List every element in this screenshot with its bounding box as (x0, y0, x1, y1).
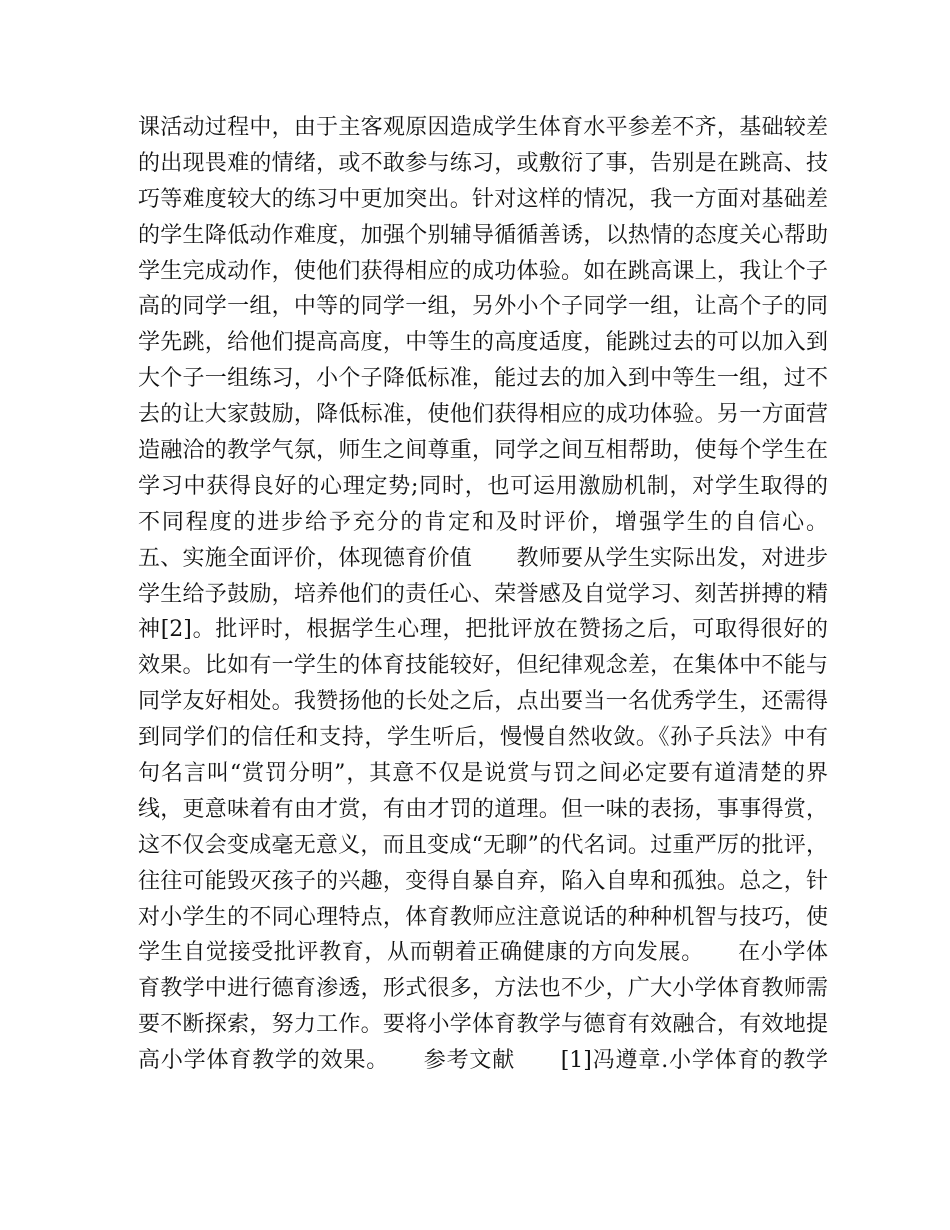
text-line: 的学生降低动作难度，加强个别辅导循循善诱，以热情的态度关心帮助 (138, 222, 828, 248)
text-line: 去的让大家鼓励，降低标准，使他们获得相应的成功体验。另一方面营 (138, 402, 828, 428)
text-line: 效果。比如有一学生的体育技能较好，但纪律观念差，在集体中不能与 (138, 653, 828, 679)
text-line: 造融洽的教学气氛，师生之间尊重，同学之间互相帮助，使每个学生在 (138, 438, 828, 464)
section-heading-line: 五、实施全面评价，体现德育价值 教师要从学生实际出发，对进步 (138, 545, 828, 571)
text-line: 学先跳，给他们提高高度，中等生的高度适度，能跳过去的可以加入到 (138, 330, 828, 356)
text-line: 对小学生的不同心理特点，体育教师应注意说话的种种机智与技巧，使 (138, 904, 828, 930)
text-line: 学生完成动作，使他们获得相应的成功体验。如在跳高课上，我让个子 (138, 258, 828, 284)
text-line: 学习中获得良好的心理定势;同时，也可运用激励机制，对学生取得的 (138, 473, 828, 499)
text-line: 往往可能毁灭孩子的兴趣，变得自暴自弃，陷入自卑和孤独。总之，针 (138, 868, 828, 894)
text-line: 的出现畏难的情绪，或不敢参与练习，或敷衍了事，告别是在跳高、技 (138, 150, 828, 176)
text-line: 学生自觉接受批评教育，从而朝着正确健康的方向发展。 在小学体 (138, 940, 828, 966)
text-line: 到同学们的信任和支持，学生听后，慢慢自然收敛。《孙子兵法》中有 (138, 725, 828, 751)
text-line: 学生给予鼓励，培养他们的责任心、荣誉感及自觉学习、刻苦拼搏的精 (138, 581, 828, 607)
text-line: 线，更意味着有由才赏，有由才罚的道理。但一味的表扬，事事得赏， (138, 796, 828, 822)
text-line: 育教学中进行德育渗透，形式很多，方法也不少，广大小学体育教师需 (138, 976, 828, 1002)
text-line: 大个子一组练习，小个子降低标准，能过去的加入到中等生一组，过不 (138, 366, 828, 392)
text-line: 巧等难度较大的练习中更加突出。针对这样的情况，我一方面对基础差 (138, 186, 828, 212)
body-text (138, 110, 828, 1079)
text-line: 课活动过程中，由于主客观原因造成学生体育水平参差不齐，基础较差 (138, 115, 828, 140)
text-line: 同学友好相处。我赞扬他的长处之后，点出要当一名优秀学生，还需得 (138, 689, 828, 715)
text-line: 高的同学一组，中等的同学一组，另外小个子同学一组，让高个子的同 (138, 294, 828, 320)
text-line: 要不断探索，努力工作。要将小学体育教学与德育有效融合，有效地提 (138, 1012, 828, 1038)
references-line: 高小学体育教学的效果。 参考文献 [1]冯遵章.小学体育的教学 (138, 1048, 828, 1074)
text-line: 句名言叫“赏罚分明”，其意不仅是说赏与罚之间必定要有道清楚的界 (138, 761, 828, 787)
text-line: 这不仅会变成毫无意义，而且变成“无聊”的代名词。过重严厉的批评， (138, 832, 828, 858)
text-line: 不同程度的进步给予充分的肯定和及时评价，增强学生的自信心。 (138, 509, 828, 535)
text-line: 神[2]。批评时，根据学生心理，把批评放在赞扬之后，可取得很好的 (138, 617, 828, 643)
